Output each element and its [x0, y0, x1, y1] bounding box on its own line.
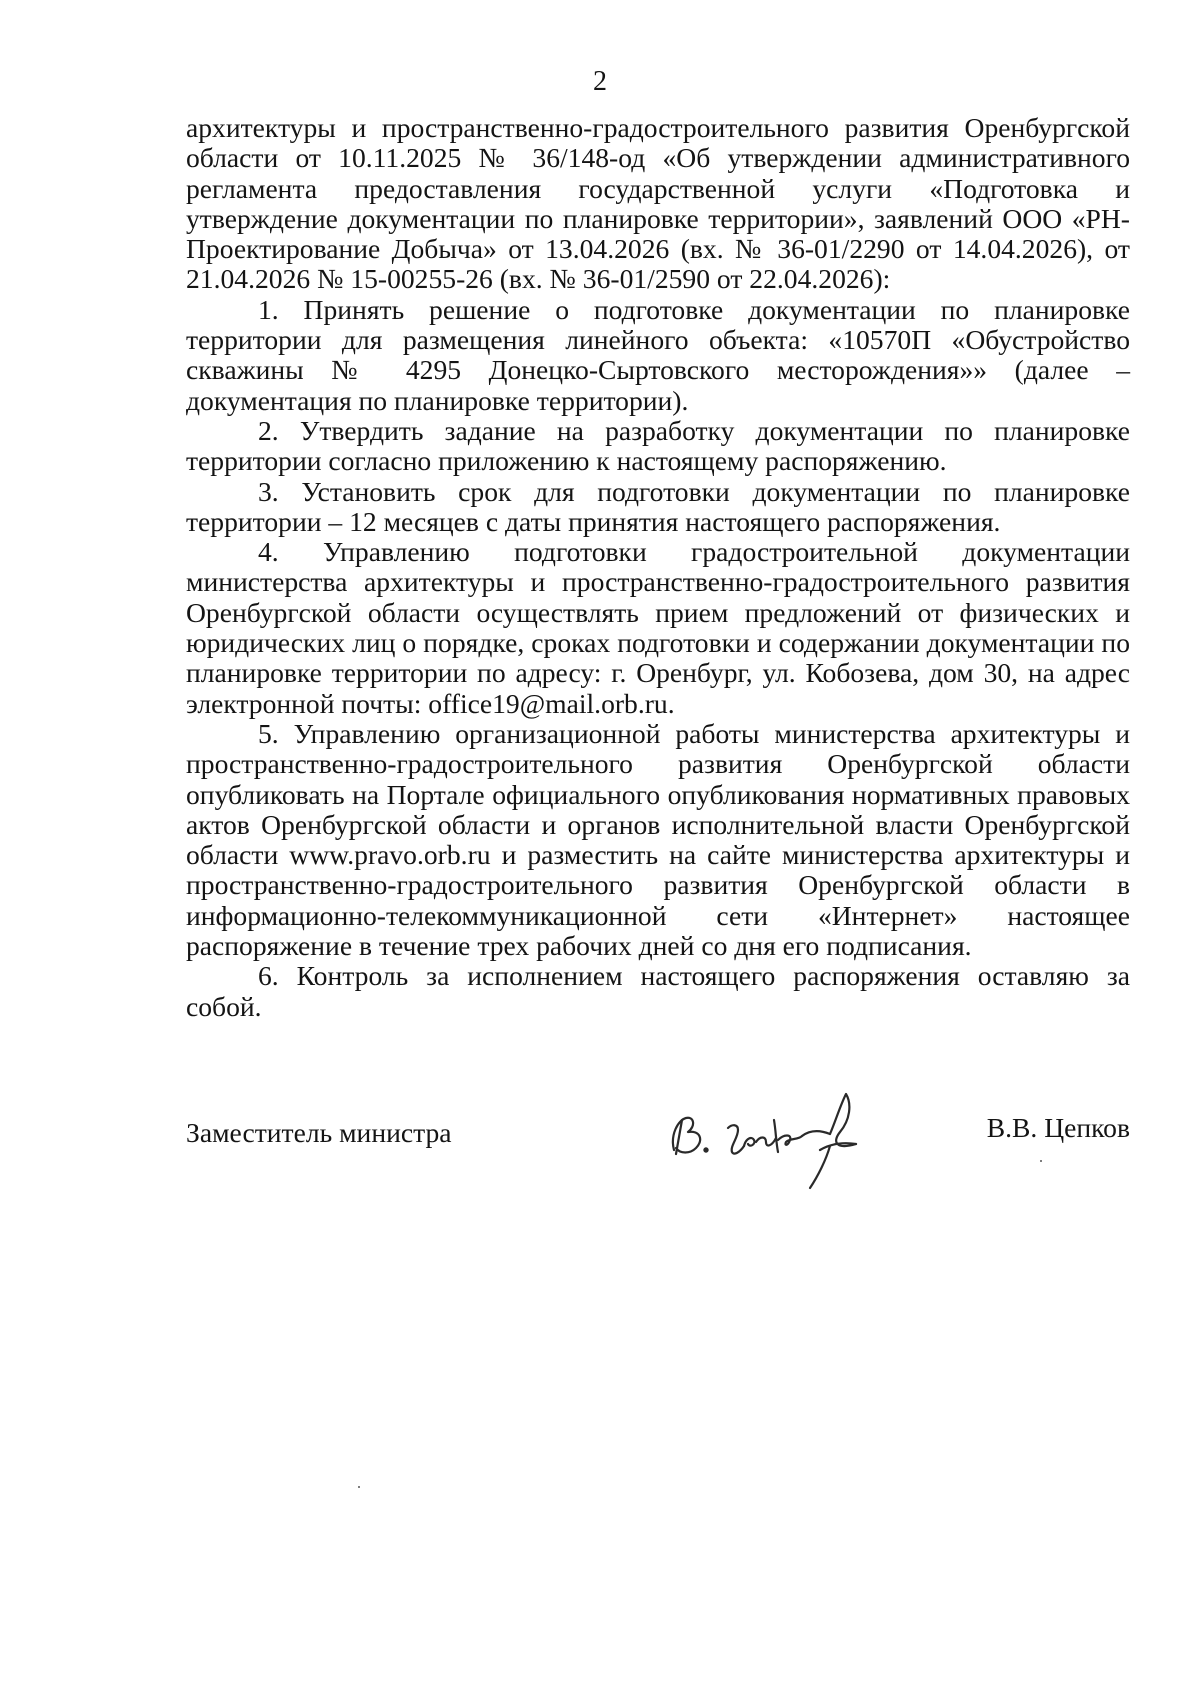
paragraph-item-4: 4. Управлению подготовки градостроительной документации министерства архитектуры и пространственно-градостроительного развития Оренбургской области осуществлять прием предложений от физических и юридических лиц о порядке, сроках подготовки и содержании документации по планировке территории по адресу: г. Оренбург, ул. Кобозева, дом 30, на адрес электронной почты: office19@mail.orb.ru.	[186, 536, 1130, 719]
paragraph-item-5: 5. Управлению организационной работы министерства архитектуры и пространственно-градостроительного развития Оренбургской области опубликовать на Портале официального опубликования нормативных правовых актов Оренбургской области и органов исполнительной власти Оренбургской области www.pravo.orb.ru и разместить на сайте министерства архитектуры и пространственно-градостроительного развития Оренбургской области в информационно-телекоммуникационной сети «Интернет» настоящее распоряжение в течение трех рабочих дней со дня его подписания.	[186, 717, 1130, 962]
document-body	[186, 113, 1130, 1022]
page-number: 2	[593, 66, 607, 97]
signatory-name: В.В. Цепков	[986, 1112, 1130, 1143]
signatory-title: Заместитель министра	[186, 1117, 452, 1148]
paragraph-item-6: 6. Контроль за исполнением настоящего распоряжения оставляю за собой.	[186, 960, 1130, 1022]
paragraph-item-2: 2. Утвердить задание на разработку документации по планировке территории согласно приложению к настоящему распоряжению.	[186, 414, 1130, 477]
paragraph-item-3: 3. Установить срок для подготовки документации по планировке территории – 12 месяцев с даты принятия настоящего распоряжения.	[186, 475, 1130, 537]
scan-speck	[358, 1486, 360, 1488]
paragraph-item-1: 1. Принять решение о подготовке документации по планировке территории для размещения линейного объекта: «10570П «Обустройство скважины № 4295 Донецко-Сыртовского месторождения»» (далее – документация по планировке территории).	[186, 293, 1130, 416]
scan-speck	[1040, 1160, 1042, 1162]
handwritten-signature	[660, 1080, 910, 1200]
paragraph-preamble: архитектуры и пространственно-градостроительного развития Оренбургской области от 10.11.2025 № 36/148-од «Об утверждении административного регламента предоставления государственной услуги «Подготовка и утверждение документации по планировке территории», заявлений ООО «РН-Проектирование Добыча» от 13.04.2026 (вх. № 36-01/2290 от 14.04.2026), от 21.04.2026 № 15-00255-26 (вх. № 36-01/2590 от 22.04.2026):	[186, 112, 1130, 295]
